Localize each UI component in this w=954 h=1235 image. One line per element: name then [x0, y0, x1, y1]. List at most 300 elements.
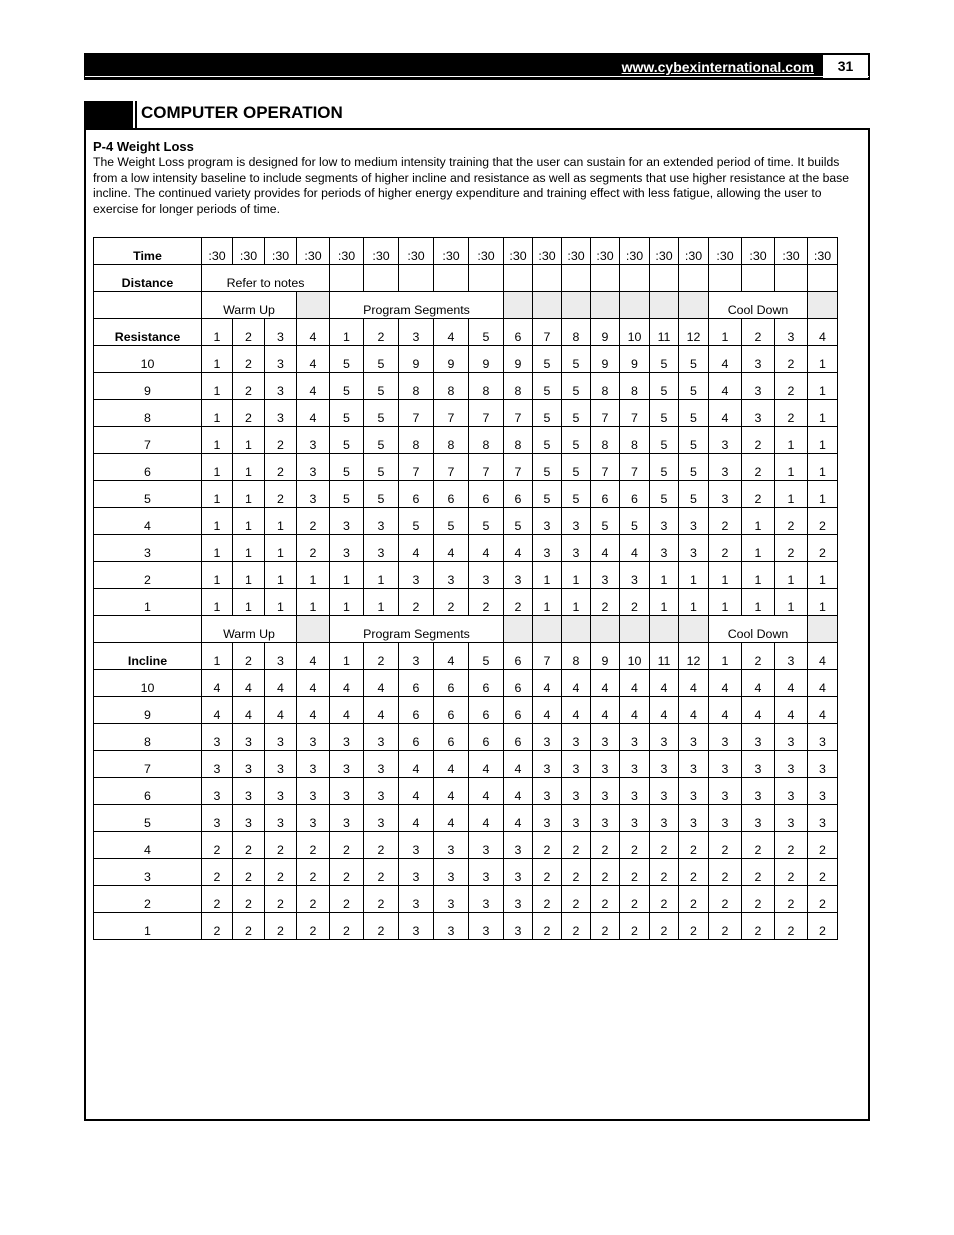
incline-value: 6 [399, 724, 434, 751]
resistance-value: 5 [330, 373, 364, 400]
resistance-value: 4 [297, 346, 330, 373]
incline-value: 3 [775, 751, 808, 778]
incline-value: 4 [533, 670, 562, 697]
incline-value: 3 [808, 751, 838, 778]
incline-row [94, 751, 838, 778]
resistance-value: 1 [533, 562, 562, 589]
incline-value: 3 [620, 805, 650, 832]
time-row [94, 238, 838, 265]
distance-cell [775, 265, 808, 292]
resistance-value: 6 [591, 481, 620, 508]
group-shade-cell [562, 292, 591, 319]
resistance-value: 5 [679, 346, 709, 373]
resistance-value: 2 [742, 481, 775, 508]
resistance-value: 1 [265, 589, 297, 616]
incline-value: 6 [434, 670, 469, 697]
incline-value: 3 [469, 913, 504, 940]
resistance-value: 9 [591, 346, 620, 373]
incline-value: 3 [709, 751, 742, 778]
distance-cell [742, 265, 775, 292]
resistance-value: 5 [679, 373, 709, 400]
resistance-value: 1 [202, 535, 233, 562]
cool-down-label: Cool Down [709, 292, 808, 319]
incline-value: 3 [265, 724, 297, 751]
resistance-value: 2 [399, 589, 434, 616]
resistance-value: 3 [469, 562, 504, 589]
incline-level: 3 [94, 859, 202, 886]
segment-number: 1 [202, 319, 233, 346]
incline-row [94, 886, 838, 913]
resistance-value: 1 [364, 589, 399, 616]
incline-value: 2 [742, 859, 775, 886]
distance-cell [533, 265, 562, 292]
resistance-value: 1 [679, 562, 709, 589]
resistance-value: 1 [202, 346, 233, 373]
segment-number: 12 [679, 643, 709, 670]
group-shade-cell [679, 616, 709, 643]
group-shade-cell [650, 616, 679, 643]
incline-value: 2 [591, 832, 620, 859]
incline-level: 8 [94, 724, 202, 751]
incline-value: 3 [679, 751, 709, 778]
segment-number: 4 [297, 643, 330, 670]
group-shade-cell [808, 616, 838, 643]
incline-value: 2 [620, 832, 650, 859]
incline-value: 3 [233, 778, 265, 805]
resistance-value: 1 [562, 562, 591, 589]
incline-value: 2 [620, 886, 650, 913]
segment-number: 1 [709, 319, 742, 346]
incline-value: 3 [650, 724, 679, 751]
time-cell: :30 [808, 238, 838, 265]
incline-value: 3 [562, 805, 591, 832]
incline-value: 3 [434, 832, 469, 859]
incline-value: 3 [399, 913, 434, 940]
resistance-value: 5 [679, 481, 709, 508]
resistance-value: 5 [364, 346, 399, 373]
segment-number: 4 [808, 643, 838, 670]
incline-value: 2 [679, 859, 709, 886]
incline-value: 2 [265, 913, 297, 940]
incline-value: 3 [709, 778, 742, 805]
time-cell: :30 [434, 238, 469, 265]
resistance-value: 1 [202, 562, 233, 589]
incline-value: 6 [434, 697, 469, 724]
incline-value: 2 [265, 859, 297, 886]
incline-value: 3 [504, 886, 533, 913]
resistance-value: 1 [330, 589, 364, 616]
incline-value: 4 [469, 751, 504, 778]
resistance-value: 1 [775, 427, 808, 454]
incline-value: 3 [533, 778, 562, 805]
resistance-value: 2 [742, 454, 775, 481]
time-cell: :30 [533, 238, 562, 265]
resistance-value: 4 [709, 346, 742, 373]
resistance-value: 3 [330, 535, 364, 562]
resistance-value: 1 [808, 427, 838, 454]
incline-value: 3 [620, 724, 650, 751]
resistance-level: 5 [94, 481, 202, 508]
incline-value: 3 [297, 724, 330, 751]
incline-value: 3 [297, 805, 330, 832]
resistance-value: 2 [808, 508, 838, 535]
incline-value: 3 [265, 751, 297, 778]
segment-number: 4 [297, 319, 330, 346]
resistance-value: 2 [620, 589, 650, 616]
incline-value: 3 [533, 751, 562, 778]
incline-value: 3 [233, 724, 265, 751]
resistance-value: 8 [591, 427, 620, 454]
incline-value: 6 [504, 697, 533, 724]
resistance-value: 1 [297, 589, 330, 616]
segment-number: 3 [399, 319, 434, 346]
incline-value: 6 [469, 670, 504, 697]
resistance-value: 1 [742, 508, 775, 535]
resistance-value: 3 [650, 535, 679, 562]
incline-row [94, 697, 838, 724]
incline-value: 2 [709, 832, 742, 859]
incline-value: 3 [808, 724, 838, 751]
segment-number: 11 [650, 319, 679, 346]
resistance-level: 4 [94, 508, 202, 535]
resistance-row [94, 589, 838, 616]
incline-value: 4 [265, 670, 297, 697]
segment-number: 6 [504, 319, 533, 346]
group-shade-cell [620, 292, 650, 319]
group-shade-cell [504, 292, 533, 319]
time-cell: :30 [504, 238, 533, 265]
time-cell: :30 [679, 238, 709, 265]
incline-value: 2 [233, 832, 265, 859]
resistance-value: 3 [650, 508, 679, 535]
resistance-value: 5 [364, 427, 399, 454]
distance-cell [620, 265, 650, 292]
resistance-value: 1 [808, 400, 838, 427]
resistance-value: 5 [364, 373, 399, 400]
segment-number: 3 [399, 643, 434, 670]
resistance-row [94, 346, 838, 373]
incline-value: 4 [399, 805, 434, 832]
segment-number: 3 [775, 319, 808, 346]
incline-value: 2 [330, 913, 364, 940]
incline-value: 3 [399, 886, 434, 913]
time-cell: :30 [265, 238, 297, 265]
group-shade-cell [533, 616, 562, 643]
segment-number: 3 [775, 643, 808, 670]
segment-number: 5 [469, 643, 504, 670]
resistance-value: 8 [399, 427, 434, 454]
resistance-value: 1 [808, 373, 838, 400]
resistance-value: 5 [562, 373, 591, 400]
resistance-value: 3 [562, 508, 591, 535]
segment-number: 1 [202, 643, 233, 670]
segment-number: 8 [562, 643, 591, 670]
resistance-value: 4 [399, 535, 434, 562]
resistance-value: 1 [297, 562, 330, 589]
resistance-value: 4 [504, 535, 533, 562]
incline-value: 3 [591, 751, 620, 778]
time-label: Time [94, 238, 202, 265]
distance-cell [434, 265, 469, 292]
incline-value: 4 [434, 778, 469, 805]
resistance-value: 5 [533, 400, 562, 427]
incline-value: 2 [562, 913, 591, 940]
time-cell: :30 [620, 238, 650, 265]
resistance-value: 2 [775, 400, 808, 427]
resistance-value: 7 [591, 400, 620, 427]
resistance-value: 1 [775, 589, 808, 616]
incline-value: 4 [434, 805, 469, 832]
incline-level: 1 [94, 913, 202, 940]
incline-value: 2 [775, 886, 808, 913]
resistance-level: 7 [94, 427, 202, 454]
incline-value: 4 [742, 670, 775, 697]
group-shade-cell [679, 292, 709, 319]
resistance-value: 1 [330, 562, 364, 589]
incline-value: 3 [533, 805, 562, 832]
distance-note: Refer to notes [202, 265, 330, 292]
distance-cell [808, 265, 838, 292]
incline-value: 6 [504, 724, 533, 751]
resistance-value: 2 [775, 508, 808, 535]
incline-value: 2 [742, 886, 775, 913]
incline-value: 3 [591, 805, 620, 832]
resistance-value: 2 [297, 508, 330, 535]
resistance-value: 3 [709, 454, 742, 481]
section-header [84, 101, 870, 128]
incline-value: 3 [650, 751, 679, 778]
resistance-value: 8 [399, 373, 434, 400]
resistance-value: 9 [399, 346, 434, 373]
incline-value: 3 [709, 805, 742, 832]
incline-value: 2 [808, 859, 838, 886]
segment-number: 12 [679, 319, 709, 346]
resistance-value: 1 [202, 481, 233, 508]
incline-value: 2 [679, 832, 709, 859]
incline-value: 2 [330, 832, 364, 859]
segment-number: 3 [265, 643, 297, 670]
resistance-value: 3 [742, 346, 775, 373]
resistance-value: 5 [650, 454, 679, 481]
resistance-value: 4 [709, 400, 742, 427]
incline-value: 3 [434, 913, 469, 940]
incline-value: 6 [469, 697, 504, 724]
distance-cell [399, 265, 434, 292]
resistance-value: 4 [591, 535, 620, 562]
resistance-value: 4 [297, 373, 330, 400]
resistance-value: 5 [620, 508, 650, 535]
incline-value: 2 [364, 886, 399, 913]
time-cell: :30 [709, 238, 742, 265]
resistance-value: 5 [364, 481, 399, 508]
time-cell: :30 [297, 238, 330, 265]
resistance-value: 3 [533, 508, 562, 535]
resistance-value: 3 [297, 454, 330, 481]
resistance-value: 8 [591, 373, 620, 400]
resistance-value: 1 [233, 562, 265, 589]
resistance-value: 2 [297, 535, 330, 562]
warm-up-label: Warm Up [202, 616, 297, 643]
resistance-value: 1 [650, 562, 679, 589]
resistance-value: 2 [742, 427, 775, 454]
incline-value: 3 [742, 724, 775, 751]
resistance-value: 3 [709, 427, 742, 454]
incline-value: 3 [620, 751, 650, 778]
incline-value: 4 [533, 697, 562, 724]
resistance-value: 9 [434, 346, 469, 373]
incline-value: 2 [297, 859, 330, 886]
resistance-value: 8 [620, 373, 650, 400]
resistance-value: 7 [620, 400, 650, 427]
segment-number: 9 [591, 643, 620, 670]
incline-value: 3 [504, 913, 533, 940]
distance-cell [364, 265, 399, 292]
resistance-value: 2 [775, 346, 808, 373]
incline-value: 2 [709, 859, 742, 886]
incline-row [94, 913, 838, 940]
group-shade-cell [297, 616, 330, 643]
incline-value: 3 [775, 778, 808, 805]
incline-value: 3 [330, 805, 364, 832]
resistance-level: 9 [94, 373, 202, 400]
incline-value: 2 [742, 832, 775, 859]
resistance-value: 4 [434, 535, 469, 562]
resistance-value: 1 [808, 454, 838, 481]
resistance-value: 1 [808, 481, 838, 508]
distance-cell [679, 265, 709, 292]
incline-value: 3 [591, 724, 620, 751]
resistance-value: 2 [775, 373, 808, 400]
resistance-value: 5 [533, 481, 562, 508]
incline-value: 6 [399, 697, 434, 724]
incline-value: 3 [330, 751, 364, 778]
incline-value: 2 [650, 913, 679, 940]
resistance-level: 1 [94, 589, 202, 616]
resistance-level: 10 [94, 346, 202, 373]
resistance-value: 5 [330, 346, 364, 373]
incline-value: 3 [562, 751, 591, 778]
resistance-value: 7 [620, 454, 650, 481]
resistance-level: 6 [94, 454, 202, 481]
resistance-value: 7 [434, 400, 469, 427]
incline-value: 3 [742, 805, 775, 832]
incline-value: 2 [775, 859, 808, 886]
incline-value: 2 [742, 913, 775, 940]
resistance-value: 1 [808, 562, 838, 589]
resistance-value: 1 [742, 535, 775, 562]
resistance-value: 1 [202, 373, 233, 400]
resistance-value: 7 [469, 454, 504, 481]
incline-value: 2 [202, 859, 233, 886]
program-segments-label: Program Segments [330, 292, 504, 319]
resistance-value: 5 [562, 427, 591, 454]
incline-value: 3 [533, 724, 562, 751]
resistance-value: 3 [297, 481, 330, 508]
group-shade-cell [620, 616, 650, 643]
resistance-value: 5 [533, 373, 562, 400]
cool-down-label: Cool Down [709, 616, 808, 643]
resistance-value: 8 [434, 427, 469, 454]
incline-value: 3 [591, 778, 620, 805]
distance-cell [650, 265, 679, 292]
segment-number: 7 [533, 319, 562, 346]
incline-value: 4 [202, 670, 233, 697]
resistance-value: 1 [233, 535, 265, 562]
incline-value: 4 [330, 670, 364, 697]
resistance-value: 3 [742, 400, 775, 427]
resistance-value: 3 [399, 562, 434, 589]
resistance-value: 6 [399, 481, 434, 508]
incline-value: 3 [364, 805, 399, 832]
distance-cell [330, 265, 364, 292]
incline-value: 2 [709, 886, 742, 913]
resistance-value: 3 [364, 508, 399, 535]
website-link[interactable]: www.cybexinternational.com [621, 59, 814, 75]
incline-value: 4 [469, 778, 504, 805]
resistance-value: 5 [679, 454, 709, 481]
incline-value: 2 [533, 886, 562, 913]
time-cell: :30 [202, 238, 233, 265]
resistance-value: 1 [233, 481, 265, 508]
resistance-value: 5 [650, 481, 679, 508]
warm-up-label: Warm Up [202, 292, 297, 319]
incline-value: 3 [469, 886, 504, 913]
incline-value: 4 [650, 697, 679, 724]
group-shade-cell [533, 292, 562, 319]
resistance-value: 5 [650, 373, 679, 400]
resistance-value: 1 [265, 508, 297, 535]
resistance-value: 1 [202, 508, 233, 535]
incline-value: 4 [399, 778, 434, 805]
resistance-value: 6 [469, 481, 504, 508]
incline-value: 3 [562, 778, 591, 805]
incline-value: 2 [775, 913, 808, 940]
resistance-value: 5 [562, 481, 591, 508]
resistance-row [94, 562, 838, 589]
resistance-value: 8 [504, 427, 533, 454]
resistance-header-row [94, 319, 838, 346]
incline-value: 3 [679, 778, 709, 805]
resistance-value: 5 [330, 481, 364, 508]
incline-value: 4 [591, 670, 620, 697]
resistance-value: 6 [620, 481, 650, 508]
group-shade-cell [591, 292, 620, 319]
resistance-value: 3 [679, 508, 709, 535]
incline-value: 2 [562, 859, 591, 886]
resistance-value: 5 [533, 454, 562, 481]
incline-value: 4 [364, 697, 399, 724]
distance-row [94, 265, 838, 292]
resistance-row [94, 508, 838, 535]
segment-number: 3 [265, 319, 297, 346]
resistance-value: 2 [434, 589, 469, 616]
incline-value: 3 [808, 778, 838, 805]
incline-row [94, 859, 838, 886]
incline-value: 4 [504, 805, 533, 832]
resistance-value: 5 [650, 427, 679, 454]
resistance-value: 3 [265, 373, 297, 400]
resistance-value: 4 [297, 400, 330, 427]
resistance-value: 5 [533, 346, 562, 373]
resistance-value: 2 [265, 454, 297, 481]
incline-level: 10 [94, 670, 202, 697]
incline-value: 3 [233, 751, 265, 778]
resistance-value: 1 [775, 454, 808, 481]
incline-value: 3 [364, 778, 399, 805]
incline-value: 2 [233, 859, 265, 886]
incline-value: 2 [330, 886, 364, 913]
resistance-value: 8 [434, 373, 469, 400]
